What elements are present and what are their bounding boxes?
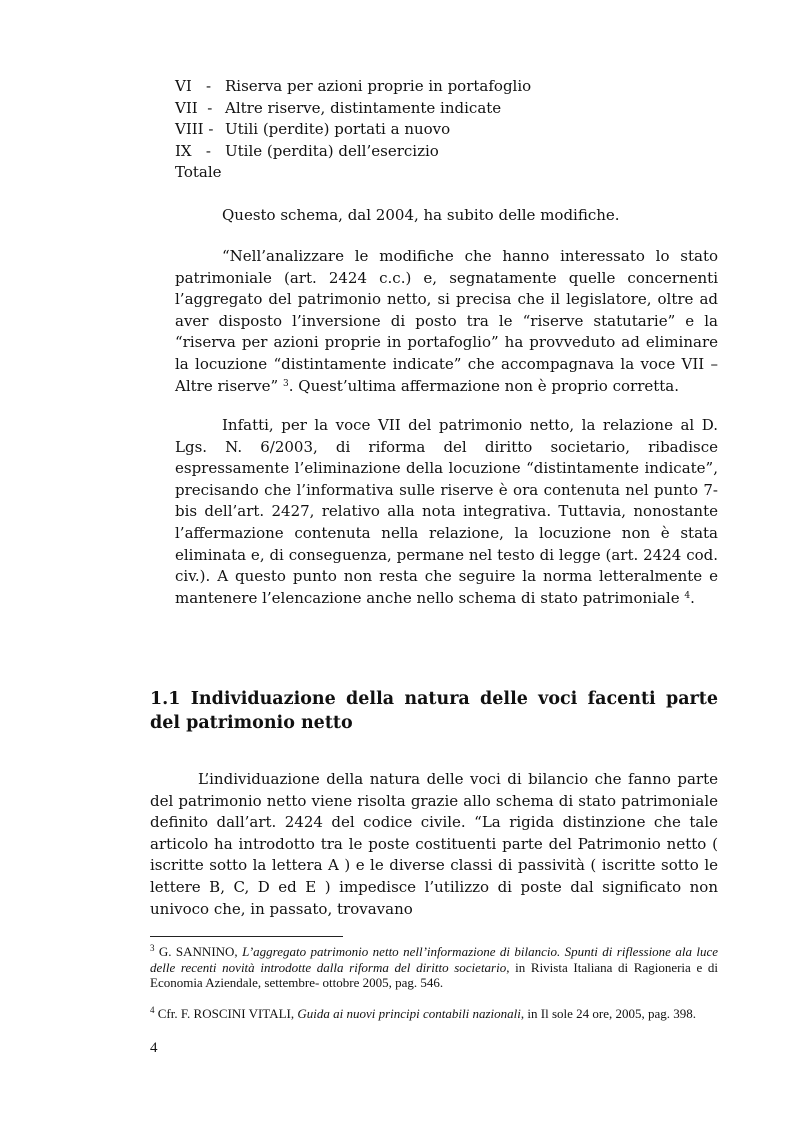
list-item-number: VI - (175, 77, 212, 95)
paragraph-1-text: Questo schema, dal 2004, ha subito delle modifiche. (222, 206, 620, 224)
paragraph-3-text: Infatti, per la voce VII del patrimonio netto, la relazione al D. Lgs. N. 6/2003, di riforma del diritto societario, ribadisce espressamente l’eliminazione della locuzione “distintamente indicate”, precisando che l’informativa sulle riserve è ora contenuta nel punto 7- bis dell’art. 2427, relativo alla nota integrativa. Tuttavia, nonostante l’affermazione contenuta nella relazione, la locuzione non è stata eliminata e, di conseguenza, permane nel testo di legge (art. 2424 cod. civ.). A questo punto non resta che seguire la norma letteralmente e mantenere l’elencazione anche nello schema di stato patrimoniale (175, 416, 718, 607)
list-item-text: Utile (perdita) dell’esercizio (225, 141, 439, 160)
list-item (175, 119, 531, 141)
paragraph-4-text: L’individuazione della natura delle voci di bilancio che fanno parte del patrimonio netto viene risolta grazie allo schema di stato patrimoniale definito dall’art. 2424 del codice civile. “La rigida distinzione che tale articolo ha introdotto tra le poste costituenti parte del Patrimonio netto ( iscritte sotto la lettera A ) e le diverse classi di passività ( iscritte sotto le lettere B, C, D ed E ) impedisce l’utilizzo di poste dal significato non univoco che, in passato, trovavano (150, 770, 718, 918)
footnote-4-title: Guida ai nuovi principi contabili nazionali (297, 1006, 521, 1021)
list-item-number: IX - (175, 141, 211, 160)
footnote-ref-4: 4 (684, 590, 691, 601)
paragraph-3-tail: . (690, 588, 695, 607)
list-item-text: Utili (perdite) portati a nuovo (225, 120, 451, 139)
footnote-3-title: L’aggregato patrimonio netto nell’informazione di bilancio. Spunti di riflessione ala luce delle recenti novità introdotte dalla riforma del diritto societario (150, 944, 718, 975)
list-item (175, 76, 531, 98)
paragraph-2-tail: . Quest’ultima affermazione non è proprio corretta. (288, 376, 680, 395)
footnote-3-post: , in Rivista Italiana di Ragioneria e di Economia Aziendale, settembre- ottobre 2005, pag. 546. (150, 959, 719, 990)
footnote-4-post: , in Il sole 24 ore, 2005, pag. 398. (520, 1006, 697, 1021)
list-item (175, 98, 531, 120)
reserve-list (175, 76, 531, 184)
footnote-3-pre: G. SANNINO, (154, 944, 243, 959)
list-item-text: Riserva per azioni proprie in portafoglio (225, 77, 532, 95)
paragraph-1 (175, 205, 718, 227)
list-item (175, 141, 531, 163)
footnote-4 (150, 1006, 718, 1022)
list-item-number: VIII - (175, 120, 214, 139)
paragraph-2 (175, 246, 718, 397)
section-heading: 1.1 Individuazione della natura delle voci facenti parte del patrimonio netto (150, 689, 718, 733)
list-total (175, 162, 531, 184)
footnote-ref-3: 3 (283, 378, 289, 389)
list-item-number: VII - (175, 98, 213, 117)
paragraph-3 (175, 415, 718, 609)
footnote-4-mark: 4 (150, 1005, 155, 1015)
footnote-3-mark: 3 (150, 943, 155, 953)
footnote-4-pre: Cfr. F. ROSCINI VITALI, (154, 1006, 298, 1021)
list-item-text: Altre riserve, distintamente indicate (225, 98, 502, 117)
page-number: 4 (150, 1040, 158, 1056)
footnote-divider (150, 936, 343, 937)
footnote-3 (150, 944, 718, 991)
paragraph-2-text: “Nell’analizzare le modifiche che hanno interessato lo stato patrimoniale (art. 2424 c.c.) e, segnatamente quelle concernenti l’aggregato del patrimonio netto, si precisa che il legislatore, oltre ad aver disposto l’inversione di posto tra le “riserve statutarie” e la “riserva per azioni proprie in portafoglio” ha provveduto ad eliminare la locuzione “distintamente indicate” che accompagnava la voce VII – Altre riserve” (175, 247, 718, 395)
list-total-label: Totale (175, 163, 222, 182)
paragraph-4 (150, 769, 718, 920)
